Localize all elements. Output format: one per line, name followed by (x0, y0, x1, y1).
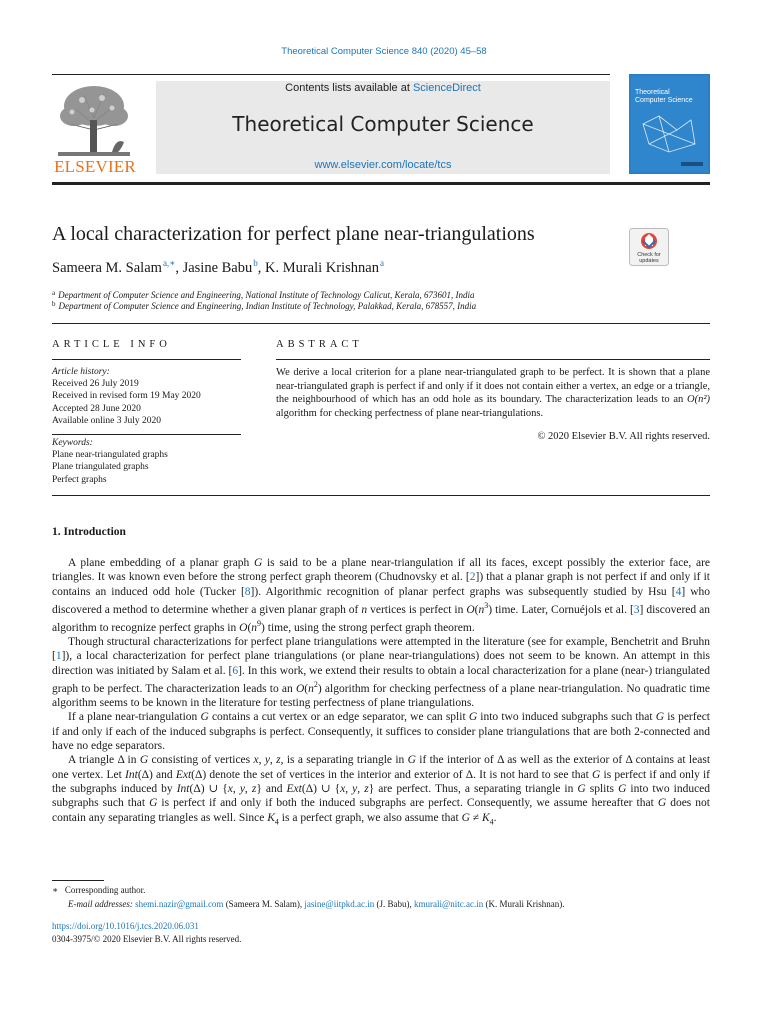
affiliation (52, 300, 476, 311)
affiliation-label: a (52, 289, 56, 297)
journal-title: Theoretical Computer Science (232, 112, 534, 136)
article-title: A local characterization for perfect plane near-triangulations (52, 223, 535, 245)
paragraph: A triangle Δ in G consisting of vertices x, y, z, is a separating triangle in G if the interior of Δ as well as the exterior of Δ contains at least one vertex. Let Int(Δ) and Ext(Δ) denote the set of vertices in the interior and exterior of Δ. It is not hard to see that G is perfect if and only if the subgraphs induced by Int(Δ) ∪ {x, y, z} and Ext(Δ) ∪ {x, y, z} are perfect. Thus, a separating triangle in G splits G into two induced subgraphs such that G is perfect if and only if both the induced subgraphs are perfect. Consequently, we assume hereafter that G does not contain any separating triangles as well. Since $K_4$ is a perfect graph, we also assume that $G \ne K_4$. (52, 754, 711, 826)
divider (52, 434, 241, 435)
article-info-heading: ARTICLE INFO (52, 339, 171, 350)
keyword: Plane triangulated graphs (52, 462, 149, 473)
citation-link[interactable]: 1 (55, 650, 62, 663)
affiliation-text: Department of Computer Science and Engineering, Indian Institute of Technology, Palakkad, Kerala, 678557, India (58, 301, 477, 311)
history-entry: Available online 3 July 2020 (52, 415, 162, 426)
contents-prefix: Contents lists available at (285, 82, 413, 94)
author-name: K. Murali Krishnan (264, 260, 379, 276)
paragraph: If a plane near-triangulation G contains a cut vertex or an edge separator, we can split G into two induced subgraphs such that G is perfect if and only if each of the induced subgraphs is perfect. Consequently, it suffices to consider plane triangulations that are both 2-connected and have no edge separators. (52, 711, 710, 753)
affiliation-label: b (52, 300, 56, 308)
doi-link[interactable]: https://doi.org/10.1016/j.tcs.2020.06.031 (52, 921, 199, 931)
history-entry: Received in revised form 19 May 2020 (52, 391, 201, 402)
divider (276, 359, 710, 360)
email-owner: (K. Murali Krishnan). (485, 899, 565, 909)
journal-cover-image (629, 74, 710, 174)
paragraph: Though structural characterizations for perfect plane triangulations were attempted in the literature (see for example, Benchetrit and Bruhn [1]), a local characterization for perfect plane triangulations (or plane near-triangulations) does not seem to be known. An attempt in this direction was initiated by Salam et al. [6]. In this work, we extend their results to obtain a local characterization for a plane (near-) triangulated graph to be perfect. The characterization leads to an $O(n^2)$ algorithm for checking perfectness of a plane near-triangulation. No quadratic time algorithm seems to be known in the literature for testing perfectness of plane triangulations. (52, 636, 710, 710)
cover-title-line1: Theoretical (635, 89, 670, 96)
article-history (52, 366, 242, 427)
abstract-text (276, 366, 710, 420)
email-link[interactable]: jasine@iitpkd.ac.in (304, 899, 375, 909)
article-history-caption: Article history: (52, 367, 110, 377)
abstract-sentence: We derive a local criterion for a plane near-triangulated graph to be perfect. It is shown that a plane near-triangulated graph is perfect if and only if it does not contain either a vertex, an edge or a triangle, the neighbourhood of which has an odd hole as its boundary. The characterization leads to an (276, 367, 710, 405)
author-list: Sameera M. Salam$^{a,∗}$, Jasine Babu$^b$, K. Murali Krishnan$^a$ (52, 258, 384, 276)
header-top-rule (52, 74, 610, 75)
divider (52, 495, 710, 496)
email-label: E-mail addresses: (68, 899, 133, 909)
author-name: Sameera M. Salam (52, 260, 162, 276)
author-affiliation-marker[interactable]: a,∗ (162, 258, 176, 268)
email-link[interactable]: shemi.nazir@gmail.com (135, 899, 224, 909)
sciencedirect-link[interactable]: ScienceDirect (412, 82, 481, 94)
footnote-marker: ∗ (52, 885, 59, 895)
elsevier-wordmark: ELSEVIER (54, 157, 136, 176)
citation-link[interactable]: 3 (633, 603, 640, 616)
header-bottom-rule (52, 182, 710, 185)
corresponding-author-footnote (52, 885, 145, 896)
journal-reference-link[interactable]: Theoretical Computer Science 840 (2020) 45–58 (281, 46, 487, 57)
citation-link[interactable]: 8 (244, 585, 251, 598)
cover-title-line2: Computer Science (635, 97, 693, 104)
history-entry: Accepted 28 June 2020 (52, 403, 141, 414)
citation-link[interactable]: 2 (469, 571, 476, 584)
history-entry: Received 26 July 2019 (52, 379, 139, 390)
author-affiliation-marker[interactable]: b (253, 258, 258, 268)
keyword: Plane near-triangulated graphs (52, 450, 168, 461)
citation-link[interactable]: 6 (232, 664, 239, 677)
check-for-updates-button[interactable] (629, 228, 669, 266)
affiliation-text: Department of Computer Science and Engineering, National Institute of Technology Calicut, Kerala, 673601, India (58, 290, 475, 300)
footnote-rule (52, 880, 104, 881)
divider (52, 323, 710, 324)
author-name: Jasine Babu (182, 260, 253, 276)
email-owner: (Sameera M. Salam) (225, 899, 300, 909)
abstract-sentence: algorithm for checking perfectness of plane near-triangulations. (276, 407, 544, 419)
contents-line (156, 82, 610, 94)
email-owner: (J. Babu) (376, 899, 410, 909)
keywords (52, 437, 242, 486)
author-affiliation-marker[interactable]: a (379, 258, 384, 268)
section-heading: 1. Introduction (52, 526, 126, 538)
affiliation (52, 289, 474, 300)
email-link[interactable]: kmurali@nitc.ac.in (413, 899, 484, 909)
math-complexity: O(n²) (687, 394, 710, 405)
check-updates-label-line2: updates (639, 258, 659, 264)
journal-url-link[interactable]: www.elsevier.com/locate/tcs (314, 159, 452, 171)
abstract-heading: ABSTRACT (276, 339, 363, 350)
keyword: Perfect graphs (52, 474, 107, 485)
check-updates-label-line1: Check for (637, 252, 661, 258)
email-footnote: E-mail addresses: shemi.nazir@gmail.com (Sameera M. Salam), jasine@iitpkd.ac.in (J. Babu), kmurali@nitc.ac.in (K. Murali Krishnan). (68, 899, 565, 909)
divider (52, 359, 241, 360)
keywords-caption: Keywords: (52, 438, 93, 448)
paragraph: A plane embedding of a planar graph G is said to be a plane near-triangulation if all its faces, except possibly the exterior face, are triangles. It was known even before the strong perfect graph theorem (Chudnovsky et al. [2]) that a planar graph is not perfect if and only if it contains an induced odd hole (Tucker [8]). Algorithmic recognition of planar perfect graphs was subsequently studied by Hsu [4] who discovered a method to determine whether a given planar graph of n vertices is perfect in $O(n^3)$ time. Later, Cornuéjols et al. [3] discovered an algorithm to recognize perfect graphs in $O(n^9)$ time, using the strong perfect graph theorem. (52, 557, 711, 634)
issn-line: 0304-3975/© 2020 Elsevier B.V. All rights reserved. (52, 934, 242, 944)
copyright-notice: © 2020 Elsevier B.V. All rights reserved. (537, 431, 710, 442)
citation-link[interactable]: 4 (675, 585, 682, 598)
body-text (52, 556, 710, 829)
footnote-text: Corresponding author. (64, 885, 146, 895)
